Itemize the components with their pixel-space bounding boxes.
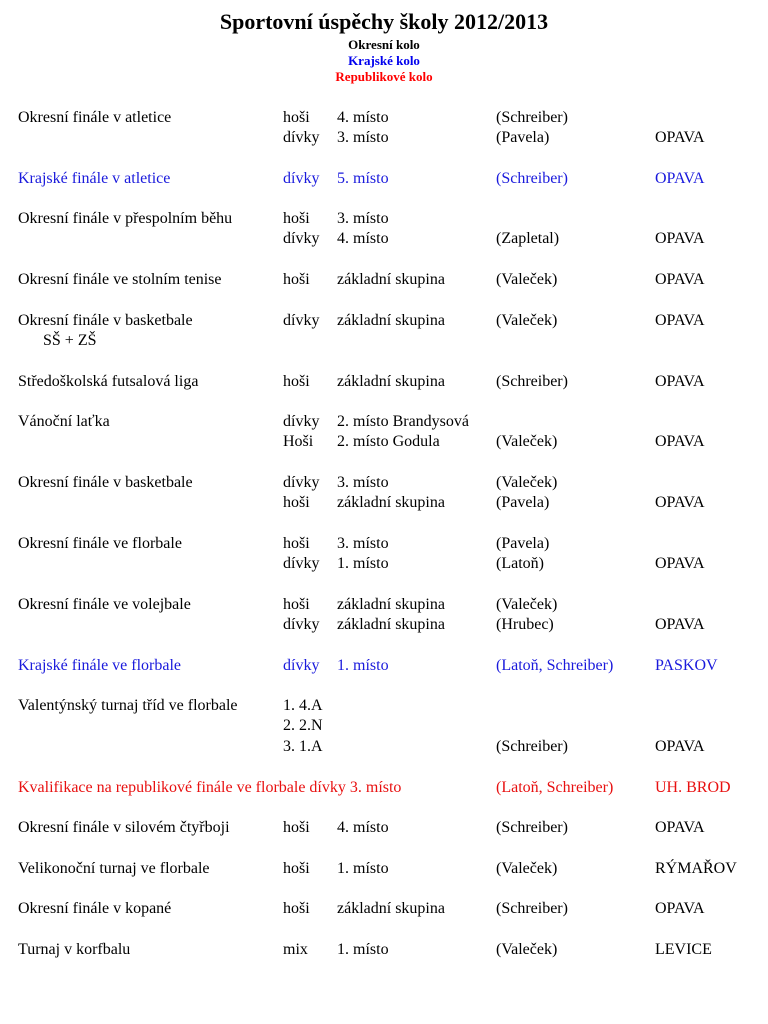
result-group: 2. 2.N (283, 717, 323, 734)
result-coach: (Valeček) (496, 271, 558, 288)
result-event: Okresní finále ve florbale (18, 535, 182, 552)
result-place: základní skupina (337, 494, 445, 511)
result-place: 3. místo (337, 210, 389, 227)
result-line (0, 492, 768, 513)
result-place: 2. místo Brandysová (337, 413, 469, 430)
result-group: hoši (283, 494, 310, 511)
result-city: OPAVA (655, 230, 705, 247)
result-group: mix (283, 941, 308, 958)
result-line (0, 371, 768, 392)
result-group: dívky (283, 170, 320, 187)
result-line (0, 777, 768, 798)
result-place: základní skupina (337, 596, 445, 613)
result-event: Okresní finále v přespolním běhu (18, 210, 233, 227)
result-group: dívky (283, 129, 320, 146)
result-line (0, 898, 768, 919)
result-city: OPAVA (655, 738, 705, 755)
result-city: OPAVA (655, 433, 705, 450)
result-group: 1. 4.A (283, 697, 323, 714)
result-event: Krajské finále ve florbale (18, 657, 182, 674)
result-place: 1. místo (337, 555, 389, 572)
result-city: RÝMAŘOV (655, 860, 737, 877)
result-line (0, 594, 768, 615)
result-coach: (Latoň, Schreiber) (496, 657, 614, 674)
result-coach: (Schreiber) (496, 373, 568, 390)
result-group: hoši (283, 596, 310, 613)
result-line (0, 939, 768, 960)
legend-okresni-kolo: Okresní kolo (348, 37, 420, 52)
result-event: Velikonoční turnaj ve florbale (18, 860, 210, 877)
result-city: OPAVA (655, 129, 705, 146)
result-line (0, 228, 768, 249)
result-group: hoši (283, 860, 310, 877)
result-city: OPAVA (655, 170, 705, 187)
result-event: Okresní finále v basketbale (18, 474, 193, 491)
result-line (0, 858, 768, 879)
result-line (0, 736, 768, 757)
result-coach: (Zapletal) (496, 230, 560, 247)
result-event: Krajské finále v atletice (18, 170, 171, 187)
result-group: hoši (283, 271, 310, 288)
result-group: dívky (283, 230, 320, 247)
result-line (0, 208, 768, 229)
result-event: Okresní finále v basketbale (18, 312, 193, 329)
legend-krajske-kolo: Krajské kolo (348, 53, 420, 68)
result-group: dívky (283, 413, 320, 430)
result-group: dívky (283, 616, 320, 633)
result-city: PASKOV (655, 657, 718, 674)
result-line (0, 107, 768, 128)
result-coach: (Schreiber) (496, 170, 568, 187)
result-place: základní skupina (337, 271, 445, 288)
result-city: OPAVA (655, 616, 705, 633)
result-group: dívky (283, 474, 320, 491)
result-line (0, 127, 768, 148)
result-city: OPAVA (655, 819, 705, 836)
result-place: základní skupina (337, 900, 445, 917)
result-place: 4. místo (337, 819, 389, 836)
result-event: Valentýnský turnaj tříd ve florbale (18, 697, 238, 714)
result-place: 2. místo Godula (337, 433, 440, 450)
result-coach: (Latoň) (496, 555, 544, 572)
result-event: SŠ + ZŠ (43, 332, 97, 349)
result-coach: (Latoň, Schreiber) (496, 779, 614, 796)
result-event: Turnaj v korfbalu (18, 941, 131, 958)
result-line (0, 817, 768, 838)
legend-republikove-kolo: Republikové kolo (335, 69, 433, 84)
result-city: OPAVA (655, 312, 705, 329)
result-place: základní skupina (337, 373, 445, 390)
result-coach: (Schreiber) (496, 900, 568, 917)
result-coach: (Pavela) (496, 494, 550, 511)
result-place: 1. místo (337, 860, 389, 877)
result-group: dívky (283, 657, 320, 674)
result-place: základní skupina (337, 616, 445, 633)
result-coach: (Valeček) (496, 433, 558, 450)
result-city: UH. BROD (655, 779, 731, 796)
result-coach: (Valeček) (496, 596, 558, 613)
result-coach: (Schreiber) (496, 819, 568, 836)
result-city: OPAVA (655, 555, 705, 572)
result-city: OPAVA (655, 494, 705, 511)
result-place: 3. místo (337, 129, 389, 146)
result-event: Okresní finále v atletice (18, 109, 172, 126)
result-city: LEVICE (655, 941, 712, 958)
result-coach: (Pavela) (496, 129, 550, 146)
result-coach: (Schreiber) (496, 109, 568, 126)
result-coach: (Valeček) (496, 474, 558, 491)
result-line (0, 695, 768, 716)
result-city: OPAVA (655, 900, 705, 917)
result-place: 4. místo (337, 230, 389, 247)
result-group: 3. 1.A (283, 738, 323, 755)
result-place: 4. místo (337, 109, 389, 126)
result-group: dívky (283, 555, 320, 572)
result-coach: (Hrubec) (496, 616, 554, 633)
result-line (0, 655, 768, 676)
result-place: 1. místo (337, 657, 389, 674)
result-place: 5. místo (337, 170, 389, 187)
result-event: Okresní finále ve volejbale (18, 596, 191, 613)
result-place: 1. místo (337, 941, 389, 958)
result-event: Vánoční laťka (18, 413, 110, 430)
result-group: hoši (283, 819, 310, 836)
result-group: dívky (283, 312, 320, 329)
result-group: hoši (283, 109, 310, 126)
result-line (0, 715, 768, 736)
result-line (0, 472, 768, 493)
result-line (0, 269, 768, 290)
result-place: základní skupina (337, 312, 445, 329)
result-line (0, 310, 768, 331)
result-event: Okresní finále v kopané (18, 900, 172, 917)
result-city: OPAVA (655, 373, 705, 390)
result-city: OPAVA (655, 271, 705, 288)
result-group: hoši (283, 535, 310, 552)
result-group: hoši (283, 373, 310, 390)
result-group: hoši (283, 900, 310, 917)
result-group: Hoši (283, 433, 314, 450)
result-place: 3. místo (337, 474, 389, 491)
result-place: 3. místo (337, 535, 389, 552)
result-line (0, 614, 768, 635)
result-group: hoši (283, 210, 310, 227)
result-coach: (Valeček) (496, 941, 558, 958)
result-event: Okresní finále ve stolním tenise (18, 271, 222, 288)
result-coach: (Pavela) (496, 535, 550, 552)
result-line (0, 411, 768, 432)
result-event: Středoškolská futsalová liga (18, 373, 199, 390)
result-coach: (Valeček) (496, 860, 558, 877)
result-line (0, 330, 768, 351)
result-event: Okresní finále v silovém čtyřboji (18, 819, 230, 836)
result-line (0, 553, 768, 574)
result-line (0, 533, 768, 554)
result-line (0, 431, 768, 452)
result-coach: (Schreiber) (496, 738, 568, 755)
result-line (0, 168, 768, 189)
result-coach: (Valeček) (496, 312, 558, 329)
result-event: Kvalifikace na republikové finále ve florbale dívky 3. místo (18, 779, 402, 796)
document-title: Sportovní úspěchy školy 2012/2013 (219, 9, 549, 34)
